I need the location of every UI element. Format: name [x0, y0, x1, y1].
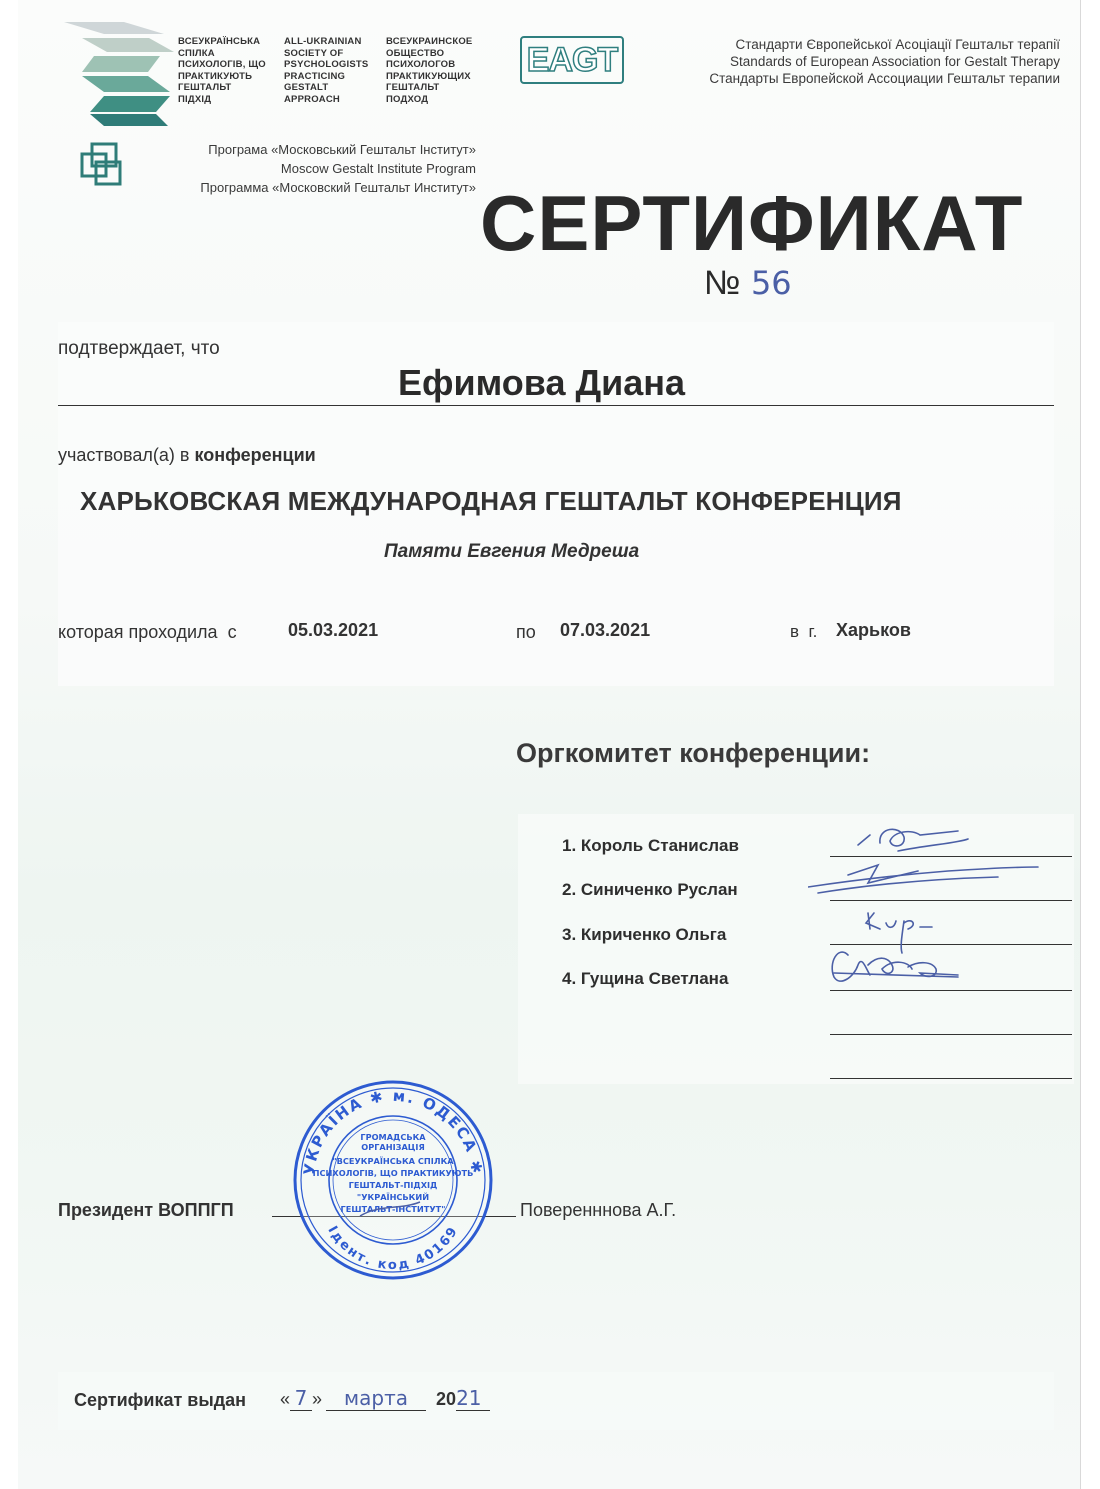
committee-title: Оргкомитет конференции: — [516, 738, 871, 768]
president-label: Президент ВОППГП — [58, 1200, 234, 1220]
association-logo-icon — [64, 22, 179, 126]
official-stamp-icon — [290, 1078, 496, 1282]
association-name-ukrainian: ВСЕУКРАЇНСЬКА СПІЛКА ПСИХОЛОГІВ, ЩО ПРАКТИКУЮТЬ ГЕШТАЛЬТ ПІДХІД — [178, 36, 266, 105]
issued-date: « 7 » марта 2021 — [280, 1386, 490, 1411]
committee-member: 2. Синиченко Руслан — [562, 880, 738, 899]
association-name-english: ALL-UKRAINIAN SOCIETY OF PSYCHOLOGISTS PRACTICING GESTALT APPROACH — [284, 36, 369, 105]
stamp-inner-text: ГЕШТАЛЬТ-ПІДХІД — [348, 1180, 438, 1190]
conference-subtitle: Памяти Евгения Медреша — [384, 541, 640, 562]
recipient-name: Ефимова Диана — [398, 362, 686, 403]
signature-line — [830, 1034, 1072, 1035]
association-name-russian: ВСЕУКРАИНСКОЕ ОБЩЕСТВО ПСИХОЛОГОВ ПРАКТИКУЮЩИХ ГЕШТАЛЬТ ПОДХОД — [386, 36, 473, 105]
certificate-title: СЕРТИФИКАТ — [480, 179, 1024, 267]
committee-member: 4. Гущина Светлана — [562, 969, 729, 988]
stamp-inner-text: ПСИХОЛОГІВ, ЩО ПРАКТИКУЮТЬ — [312, 1168, 474, 1178]
confirms-label: подтверждает, что — [58, 338, 220, 359]
stamp-inner-text: "УКРАЇНСЬКИЙ — [356, 1192, 430, 1202]
stamp-inner-text: ГЕШТАЛЬТ-ІНСТИТУТ" — [340, 1204, 446, 1214]
date-from: 05.03.2021 — [288, 620, 379, 640]
stamp-inner-text: ОРГАНІЗАЦІЯ — [361, 1142, 425, 1152]
committee-member: 1. Король Станислав — [562, 836, 739, 855]
stamp-outer-bottom-text: Ідент. код 40169 — [324, 1223, 462, 1274]
committee-member: 3. Кириченко Ольга — [562, 925, 727, 944]
certificate-sheet — [18, 0, 1081, 1489]
president-name: Поверенннова А.Г. — [520, 1200, 677, 1220]
program-name: Програма «Московський Гештальт Інститут» Moscow Gestalt Institute Program Программа «Московский Гештальт Институт» — [200, 142, 476, 195]
moscow-gestalt-institute-logo-icon — [78, 142, 128, 190]
stamp-inner-text: ГРОМАДСЬКА — [360, 1132, 426, 1142]
city-label: в г. — [790, 622, 818, 641]
stamp-inner-text: "ВСЕУКРАЇНСЬКА СПІЛКА — [332, 1156, 454, 1166]
eagt-logo: EAGT — [520, 36, 624, 84]
signature-line — [830, 1078, 1072, 1079]
held-label: которая проходила с — [58, 622, 237, 642]
certificate-number: № 56 — [704, 264, 792, 302]
stamp-outer-top-text: УКРАЇНА ✱ м. ОДЕСА ✱ — [299, 1086, 487, 1177]
eagt-standards: Стандарти Європейської Асоціації Гештальт терапії Standards of European Association for Gestalt Therapy Стандарты Европейской Ассоциации Гештальт терапии — [709, 37, 1060, 86]
city: Харьков — [836, 620, 911, 640]
name-underline — [58, 405, 1054, 406]
issued-label: Сертификат выдан — [74, 1390, 247, 1410]
date-to: 07.03.2021 — [560, 620, 651, 640]
conference-title: ХАРЬКОВСКАЯ МЕЖДУНАРОДНАЯ ГЕШТАЛЬТ КОНФЕРЕНЦИЯ — [80, 486, 902, 516]
participated-label: участвовал(а) в конференции — [58, 445, 316, 465]
to-label: по — [516, 622, 536, 642]
committee-signatures-icon — [808, 805, 1088, 1005]
